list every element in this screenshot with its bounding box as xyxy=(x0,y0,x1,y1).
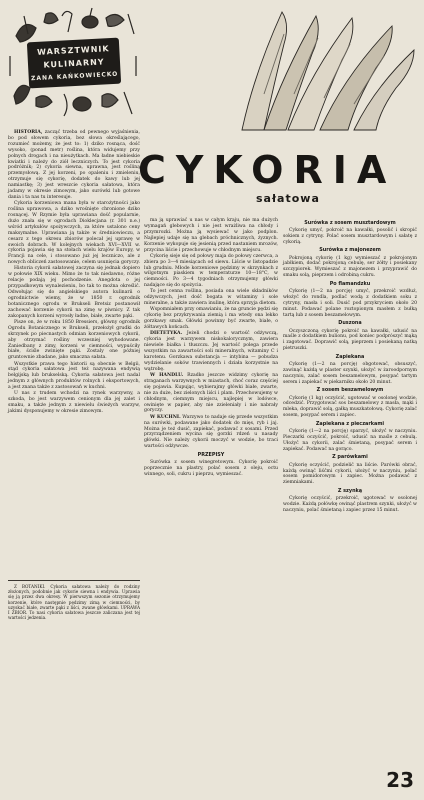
paragraph: Cykorię (1—2 na porcję) obgotować, obsuszyć, zawinąć każdą w plaster szynki, ułożyć w żaroodpornym naczyniu, zalać sosem beszamelowym, posypać tartym serem i zapiekać w piekarniku około 20 minut. xyxy=(283,362,417,385)
lead-word: HISTORIA, xyxy=(14,130,43,135)
paragraph: Wszystkie prawa tego historii są obecnie w Belgii, stąd cykoria sałatowa jest też nazywana endywią belgijską lub brukselską. Cykoria sałatowa jest nadal jednym z głównych produktów rolnych i eksportowych, a jest znana także z zastosowań w kuchni. xyxy=(8,361,140,391)
badge-line3: ZANA KAŃKOWIECKO xyxy=(30,70,119,82)
paragraph: Historia cykorii sałatowej zaczyna się jednak dopiero w połowie XIX wieku. Mimo że to tak niedawno, różne relacje podają jej pochodzenie. Anegdota o jej przypadkowym wynalezieniu, bo tak to można określić. Odwołując się do angielskiego autora kulinarii o ogrodnictwie wiemy, że w 1850 r. ogrodnik botanicznego ogrodu w Brukseli Bretsiz postanowił zachować korzenie cykorii na zimę w piwnicy. Z tak zakopanych korzeni wyrosły ładne, białe, zwarte pąki. xyxy=(8,266,140,319)
paragraph: Cykorię sieje się od połowy maja do połowy czerwca, a zbiera po 3—4 miesiącach od siewu. Liście w listopadzie lub grudniu. Młode korzeniowe pędzimy w skrzynkach z wilgotnym piaskiem w temperaturze 10—18°C, w ciemności. Po 3—4 tygodniach otrzymujemy główki nadające się do spożycia. xyxy=(144,253,278,289)
column-1-lower xyxy=(8,584,140,621)
recipes-heading: PRZEPISY xyxy=(197,451,225,458)
paragraph: Z BOTANIKI. Cykoria sałatowa należy do rodziny złożonych, podobnie jak cykorie siewna i endywia. Uprawia się ją przez dwa okresy. W pierwszym sezonie otrzymujemy korzenie, które następnie pędzimy zimą w ciemności, by uzyskać białe, zwarte pąki z liści, zwane główkami. UPRAWA I ZBIOR. To nasi cykoria sałatowa jeszcze zaliczana jest tej wartości jedzenia. xyxy=(8,584,140,621)
paragraph: Cykoria korzeniowa mana była w starożytności jako roślina uprawowa, a dziko wrośnięte chronione dziko rosnącej. W Rzymie była uprawiana dość popularnie, dużo znała się w ogrodach Dioklecjana (r. 301 n.e.) wśród artykułów spożywczych, za które ustalono ceny maksymalne. Uprawiana ją także w średniowieczu, a cesarz z tego okresu zbiorów polecał jej uprawę w swoich dobrach. W kolejnych wiekach XVI—XVII w. cykoria pojawia się na stołach wielu krajów Europy, w Francji na cele, i stosowano już jej leczniczo, ale z nowych obliczeń zastosowanie, celem usunięcia goryczy. xyxy=(8,201,140,266)
paragraph: W HANDLU. Rzadko jeszcze widzimy cykorię na straganach warzywnych w miastach, choć coraz częściej się pojawia. Kupując, wybierajmy główki białe, zwarte, nie za duże, bez zielonych liści i plam. Przechowujemy w chłodnym, ciemnym miejscu, najlepiej w lodówce, owinięte w papier, aby nie zzieleniały i nie nabrały goryczy. xyxy=(144,373,279,414)
recipe-heading: Surówka z sosem musztardowym xyxy=(304,219,396,226)
paragraph: Pisze on, że w roku 1850 Bressiers, główny ogrodnik Ogrodu Botanicznego w Brukseli, przełożył grudki do skrzynek po piecnastych odmian korzeniowych cykorii, aby otrzymać rośliny wczesniej wyhodowane. Zaniedbany z zimy, korzeni w ciemności, wypuściły białe, ściśle zwinięte pąki. Zostaly one później gruntownie zbadane, jako smaczna sałata. xyxy=(8,319,140,361)
paragraph: Cykorię (1—2 na porcję) sparzyć, ułożyć w naczyniu. Pieczarki oczyścić, pokroić, udusić na maśle z cebulą. Ułożyć na cykorii, zalać śmietaną, posypać serem i zapiekać. Podawać na gorąco. xyxy=(283,429,417,452)
column-3 xyxy=(283,218,417,778)
recipe-heading: Surówka z majonezem xyxy=(319,247,381,254)
recipe-heading: Zapiekana xyxy=(335,353,365,360)
article-title: CYKORIA xyxy=(138,148,397,192)
recipe-heading: Po flamandzku xyxy=(329,280,371,287)
badge-line2: KULINARNY xyxy=(43,56,105,70)
column-emblem xyxy=(6,6,142,124)
column-1 xyxy=(8,130,140,730)
paragraph: U nas z trudem wchodzi na rynek warzywny, a szkoda, bo jest warzywem cenionym dla jej zalet i smaku, a także jednym z niewielu świeżych warzyw, jakimi dysponujemy w okresie zimowym. xyxy=(8,391,140,415)
page-number: 23 xyxy=(386,768,414,792)
column-2 xyxy=(144,218,278,788)
paragraph: HISTORIA, zacząć trzeba od pewnego wyjaśnienia, bo pod słowem cykoria, bez słowa określającego, rozumieć możemy, że jest to: 1) dziko rosnąca, dość wysoko, (ponad metr) roślina, która widujemy przy polnych drogach i na nieużytkach. Ma ładne niebieskie kwiatki i należy do ziół leczniczych. To jest cykoria podróżnik; 2) cykoria siewna, uprawna, jest rośliną przemysłową. Z jej korzeni, po opaleniu i zmieleniu, otrzymuje się cykorię, dodatek do kawy lub jej namiastkę; 3) jest wreszcie cykoria sałatowa, która jadamy w okresie zimowym, jako surówki lub gotowe dania i ta nas tu interesuje. xyxy=(8,130,141,200)
article-title-block xyxy=(138,148,420,214)
paragraph: Wspomniałem przy omawianiu, że na gruncie pędzi się cykorię bez przykrywania ziemią i ma wtedy ona lekko gorzkawy smak. Główki powinny być zwarte, białe, o żółtawych końcach. xyxy=(144,307,278,331)
recipe-heading: Z parówkami xyxy=(332,454,368,461)
paragraph: Cykorię (1—2 na porcję) umyć, przekroić wzdłuż, włożyć do rondla, podlać wodą z dodatkiem soku z cytryny, masła i soli. Dusić pod przykryciem około 20 minut. Podawać polane roztopionym masłem z bułką tartą lub z sosem beszamelowym. xyxy=(283,289,417,318)
paragraph: Cykorię (1 kg) oczyścić, ugotować w osolonej wodzie, odcedzić. Przygotować sos beszamelowy z masła, mąki i mleka, doprawić solą, gałką muszkatołową. Cykorię zalać sosem, posypać serem i zapiec. xyxy=(283,395,417,419)
paragraph: Pokrojoną cykorię (1 kg) wymieszać z pokrojonym jabłkiem, dodać pokrojoną cebulę, ser żółty i posiekany szczypiorek. Wymieszać z majonezem i przyprawić do smaku solą, pieprzem i odrobiną cukru. xyxy=(283,255,417,279)
recipe-heading: Z sosem beszamelowym xyxy=(316,387,384,394)
paragraph: Surówka z sosem winegretowym. Cykorię pokroić poprzecznie na plastry, polać sosem z oleju, octu winnego, soli, cukru i pieprzu, wymieszać. xyxy=(144,460,278,477)
chicory-illustration xyxy=(224,4,420,132)
paragraph: W KUCHNI. Warzywo to nadaje się przede wszystkim na surówki, podawane jako dodatek do mięs, ryb i jaj. Można je też dusić, zapiekać, podawać z sosami. Przed przyrządzeniem wycina się gorzki rdzeń u nasady główki. Nie należy cykorii moczyć w wodzie, bo traci wartości odżywcze. xyxy=(144,414,278,450)
badge-line1: WARSZTWNIK xyxy=(36,43,110,57)
recipe-heading: Duszona xyxy=(338,320,362,327)
paragraph: Oczyszczoną cykorię pokroić na kawałki, udusić na maśle z dodatkiem bulionu, pod koniec podprószyć mąką i zagotować. Doprawić solą, pieprzem i posiekaną natką pietruszki. xyxy=(283,328,417,352)
paragraph: Cykorię umyć, pokroić na kawałki, posolić i skropić sokiem z cytryny. Polać sosem musztardowym i sałatę z cykorią. xyxy=(283,227,417,245)
article-subtitle: sałatowa xyxy=(256,192,320,205)
recipe-heading: Zapiekana z pieczarkami xyxy=(315,420,385,427)
column-divider xyxy=(8,580,140,581)
paragraph: Cykorię oczyścić, przekroić, ugotować w osolonej wodzie. Każdą połówkę owinąć plastrem szynki, ułożyć w naczyniu, polać śmietaną i zapiec przez 15 minut. xyxy=(283,496,417,513)
column-badge xyxy=(27,38,121,89)
paragraph: DIETETYKA. Jeżeli chodzi o wartość odżywczą, cykoria jest warzywem niskokalorycznym, zawiera niewiele białka i tłuszczu. Jej wartość polega przede wszystkim na zawartości soli mineralnych, witaminy C i karotenu. Gorzkawa substancja — intybina — pobudza wydzielanie soków trawiennych i działa korzystnie na wątrobę. xyxy=(144,331,278,372)
paragraph: Cykorię oczyścić, podzielić na liście. Parówki obrać, każdą owinąć liśćmi cykorii, ułożyć w naczyniu, polać sosem pomidorowym i zapiec. Można podawać z ziemniakami. xyxy=(283,462,417,486)
paragraph: To jest cenna roślina, posiada ona wiele składników odżywczych, jest dość bogata w witaminy i sole mineralne, a także zawiera inulinę, która sprzyja dietom. xyxy=(144,289,278,307)
recipe-heading: Z szynką xyxy=(337,487,363,494)
paragraph: ma ją uprawiać u nas w całym kraju, nie ma dużych wymagań glebowych i nie jest wrażliwa na chłody i przymrozki. Można ją wysiewać w jako podplon. Najlepiej udaje się na glebach próchnicznych, żyznych. Korzenie wykopuje się jesienią przed nastaniem mrozów, przycina liście i przechowuje w chłodnym miejscu. xyxy=(144,218,278,253)
